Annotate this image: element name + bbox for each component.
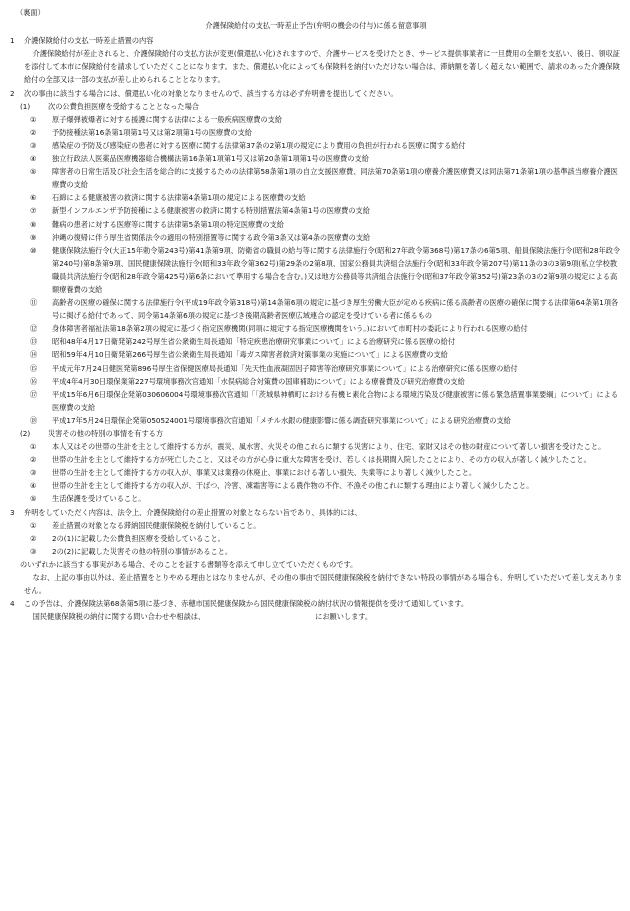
item-number: ⑱ [30, 415, 38, 425]
item-number: ② [30, 127, 37, 137]
subsection-heading: 災害その他の特別の事情を有する方 [48, 429, 164, 438]
item-text: 昭和59年4月10日衛発第266号厚生省公衆衛生局長通知「毒ガス障害者救済対策事業の実施について」による医療費の支給 [52, 350, 448, 360]
page-side-label: （裏面） [16, 8, 45, 17]
item-text: 2の(2)に記載した災害その他の特別の事情があること。 [52, 546, 233, 556]
subsection-1-heading [10, 100, 622, 113]
subsection-number: (1) [20, 101, 31, 111]
section-3-additional-note: なお、上記の事由以外は、差止措置をとりやめる理由とはなりませんが、その他の事由で国民健康保険税を納付できない特段の事情がある場合も、弁明していただいて差し支えありません。 [24, 573, 623, 596]
list-item [10, 191, 622, 204]
list-item [10, 492, 622, 505]
list-item [10, 231, 622, 244]
item-text: 石綿による健康被害の救済に関する法律第4条第1項の規定による医療費の支給 [52, 193, 306, 203]
list-item [10, 388, 622, 414]
item-text: 独立行政法人医薬品医療機器総合機構法第16条第1項第1号又は第20条第1項第1号の医療費の支給 [52, 154, 369, 164]
item-text: 平成元年7月24日健医発第896号厚生省保健医療局長通知「先天性血液凝固因子障害等治療研究事業について」による治療研究に係る医療の給付 [52, 363, 518, 373]
item-text: 原子爆弾被爆者に対する援護に関する法律による一般疾病医療費の支給 [52, 114, 283, 124]
item-number: ④ [30, 481, 37, 491]
item-text: 障害者の日常生活及び社会生活を総合的に支援するための法律第58条第1項の自立支援医療費、同法第70条第1項の療養介護医療費又は同法第71条第1項の基準該当療養介護医療費の支給 [52, 167, 618, 190]
list-item [10, 296, 622, 322]
list-item [10, 545, 622, 558]
item-number: ⑭ [30, 350, 38, 360]
item-text: 平成15年6月6日環保企発第030606004号環境事務次官通知「「茨城県神栖町における有機ヒ素化合物による環境汚染及び健康被害に係る緊急措置事業要綱」について」による医療費の支給 [52, 389, 619, 412]
list-item [10, 479, 622, 492]
item-text: 身体障害者福祉法第18条第2項の規定に基づく指定医療機関(同項に規定する指定医療機関をいう。)において市町村の委託により行われる医療の給付 [52, 324, 528, 334]
list-item [10, 218, 622, 231]
defense-content-list [10, 519, 622, 558]
item-number: ⑧ [30, 219, 37, 229]
item-text: 健康保険法施行令(大正15年勅令第243号)第41条第9項、防衛省の職員の給与等に関する法律施行令(昭和27年政令第368号)第17条の6第5項、船員保険法施行令(昭和28年政令第240号)第8条第9項、国民健康保険法施行令(昭和33年政令第362号)第29条の2第8項、国家公務員共済組合法施行令(昭和33年政令第207号)第11条の3の3第9項(私立学校教職員共済法施行令(昭和28年政令第425号)第6条において準用する場合を含む。)又は地方公務員等共済組合法施行令(昭和37年政令第352号)第23条の3の2第9項の規定による高額療養費の支給 [52, 245, 621, 294]
list-item [10, 165, 622, 191]
subsection-number: (2) [20, 429, 31, 438]
item-text: 高齢者の医療の確保に関する法律施行令(平成19年政令第318号)第14条第6項の規定に基づき厚生労働大臣が定める疾病に係る高齢者の医療の確保に関する法律第64条第1項各号に掲げる給付であって、同令第14条第6項の規定に基づき後期高齢者医療広域連合の認定を受けている者に係るもの [52, 298, 619, 321]
item-text: 生活保護を受けていること。 [52, 494, 146, 504]
item-number: ② [30, 455, 37, 465]
item-text: 2の(1)に記載した公費負担医療を受給していること。 [52, 533, 225, 543]
section-number: 3 [10, 507, 15, 517]
list-item [10, 113, 622, 126]
item-number: ⑩ [30, 245, 37, 255]
item-number: ③ [30, 546, 37, 556]
list-item [10, 139, 622, 152]
section-number: 1 [10, 36, 15, 46]
contact-line [10, 610, 622, 623]
item-text: 世帯の生計を主として維持する方の収入が、事業又は業務の休廃止、事業における著しい損失、失業等により著しく減少したこと。 [52, 468, 477, 478]
item-text: 世帯の生計を主として維持する方の収入が、干ばつ、冷害、凍霜害等による農作物の不作、不漁その他これに類する理由により著しく減少したこと。 [52, 481, 534, 491]
section-3-note: のいずれかに該当する事実がある場合、そのことを証する書類等を添えて申し立てていただくものです。 [20, 559, 358, 569]
item-number: ③ [30, 468, 37, 478]
item-text: 本人又はその世帯の生計を主として維持する方が、震災、風水害、火災その他これらに類する災害により、住宅、家財又はその他の財産について著しい損害を受けたこと。 [52, 442, 606, 452]
item-number: ⑤ [30, 494, 37, 504]
item-text: 差止措置の対象となる滞納国民健康保険税を納付していること。 [52, 520, 261, 530]
item-number: ③ [30, 140, 37, 150]
section-1-body: 介護保険給付が差止されると、介護保険給付の支払方法が変更(償還払い化)されますので、介護サービスを受けたとき、サービス提供事業者に一旦費用の全額を支払い、後日、領収証を添付して本市に保険給付を請求していただくことになります。また、償還払い化によっても保険料を納付いただけない場合は、滞納額を著しく超えない範囲で、請求のあった介護保険給付の全部又は一部の支払が差し止められることとなります。 [24, 49, 620, 85]
item-text: 難病の患者に対する医療等に関する法律第5条第1項の特定医療費の支給 [52, 219, 284, 229]
item-number: ⑦ [30, 206, 37, 216]
item-number: ⑫ [30, 324, 38, 334]
section-number: 4 [10, 599, 15, 609]
contact-suffix: にお願いします。 [315, 612, 373, 622]
list-item [10, 244, 622, 296]
section-1-heading [10, 34, 622, 47]
list-item [10, 453, 622, 466]
public-medical-list [10, 113, 622, 427]
subsection-2-heading [10, 427, 622, 440]
list-item [10, 335, 622, 348]
item-number: ② [30, 533, 37, 543]
item-number: ⑯ [30, 376, 38, 386]
item-number: ⑮ [30, 363, 38, 373]
list-item [10, 532, 622, 545]
item-number: ⑰ [30, 389, 38, 399]
contact-prefix: 国民健康保険税の納付に関する問い合わせや相談は、 [32, 612, 206, 622]
section-3-heading [10, 506, 622, 519]
list-item [10, 322, 622, 335]
item-text: 感染症の予防及び感染症の患者に対する医療に関する法律第37条の2第1項の規定により費用の負担が行われる医療に関する給付 [52, 140, 466, 150]
list-item [10, 466, 622, 479]
list-item [10, 519, 622, 532]
item-number: ⑤ [30, 167, 37, 177]
special-circumstance-list [10, 440, 622, 505]
item-text: 平成4年4月30日環保業第227号環境事務次官通知「水俣病総合対策費の国庫補助について」による療養費及び研究治療費の支給 [52, 376, 465, 386]
list-item [10, 348, 622, 361]
item-number: ① [30, 114, 37, 124]
list-item [10, 375, 622, 388]
item-number: ⑬ [30, 337, 38, 347]
section-heading: 次の事由に該当する場合には、償還払い化の対象となりませんので、該当する方は必ず弁明書を提出してください。 [24, 88, 398, 98]
section-number: 2 [10, 88, 15, 98]
section-body: この予告は、介護保険法第68条第5項に基づき、赤穂市国民健康保険から国民健康保険税の納付状況の情報提供を受けて通知しています。 [24, 599, 469, 609]
item-number: ⑥ [30, 193, 37, 203]
list-item [10, 152, 622, 165]
item-text: 平成17年5月24日環保企発第050524001号環境事務次官通知「メチル水銀の健康影響に係る調査研究事業について」による研究治療費の支給 [52, 415, 511, 425]
section-heading: 介護保険給付の支払一時差止措置の内容 [24, 36, 154, 46]
section-4-text [10, 597, 622, 610]
item-number: ① [30, 442, 37, 452]
section-2-heading [10, 87, 622, 100]
list-item [10, 126, 622, 139]
item-text: 世帯の生計を主として維持する方が死亡したこと、又はその方が心身に重大な障害を受け、若しくは長期間入院したことにより、その方の収入が著しく減少したこと。 [52, 455, 591, 465]
item-number: ⑪ [30, 298, 38, 308]
list-item [10, 362, 622, 375]
list-item [10, 414, 622, 427]
item-text: 昭和48年4月17日衛発第242号厚生省公衆衛生局長通知「特定疾患治療研究事業について」による治療研究に係る医療の給付 [52, 337, 456, 347]
item-number: ④ [30, 154, 37, 164]
subsection-heading: 次の公費負担医療を受給することとなった場合 [48, 101, 199, 111]
list-item [10, 204, 622, 217]
document-title: 介護保険給付の支払一時差止予告(弁明の機会の付与)に係る留意事項 [205, 21, 427, 31]
item-number: ① [30, 520, 37, 530]
item-text: 新型インフルエンザ予防接種による健康被害の救済に関する特別措置法第4条第1号の医療費の支給 [52, 206, 370, 216]
item-number: ⑨ [30, 232, 37, 242]
item-text: 予防接種法第16条第1項第1号又は第2項第1号の医療費の支給 [52, 127, 252, 137]
item-text: 沖縄の復帰に伴う厚生省関係法令の適用の特別措置等に関する政令第3条又は第4条の医療費の支給 [52, 232, 371, 242]
section-heading: 弁明をしていただく内容は、法令上、介護保険給付の差止措置の対象とならない旨であり、具体的には、 [24, 507, 362, 517]
list-item [10, 440, 622, 453]
